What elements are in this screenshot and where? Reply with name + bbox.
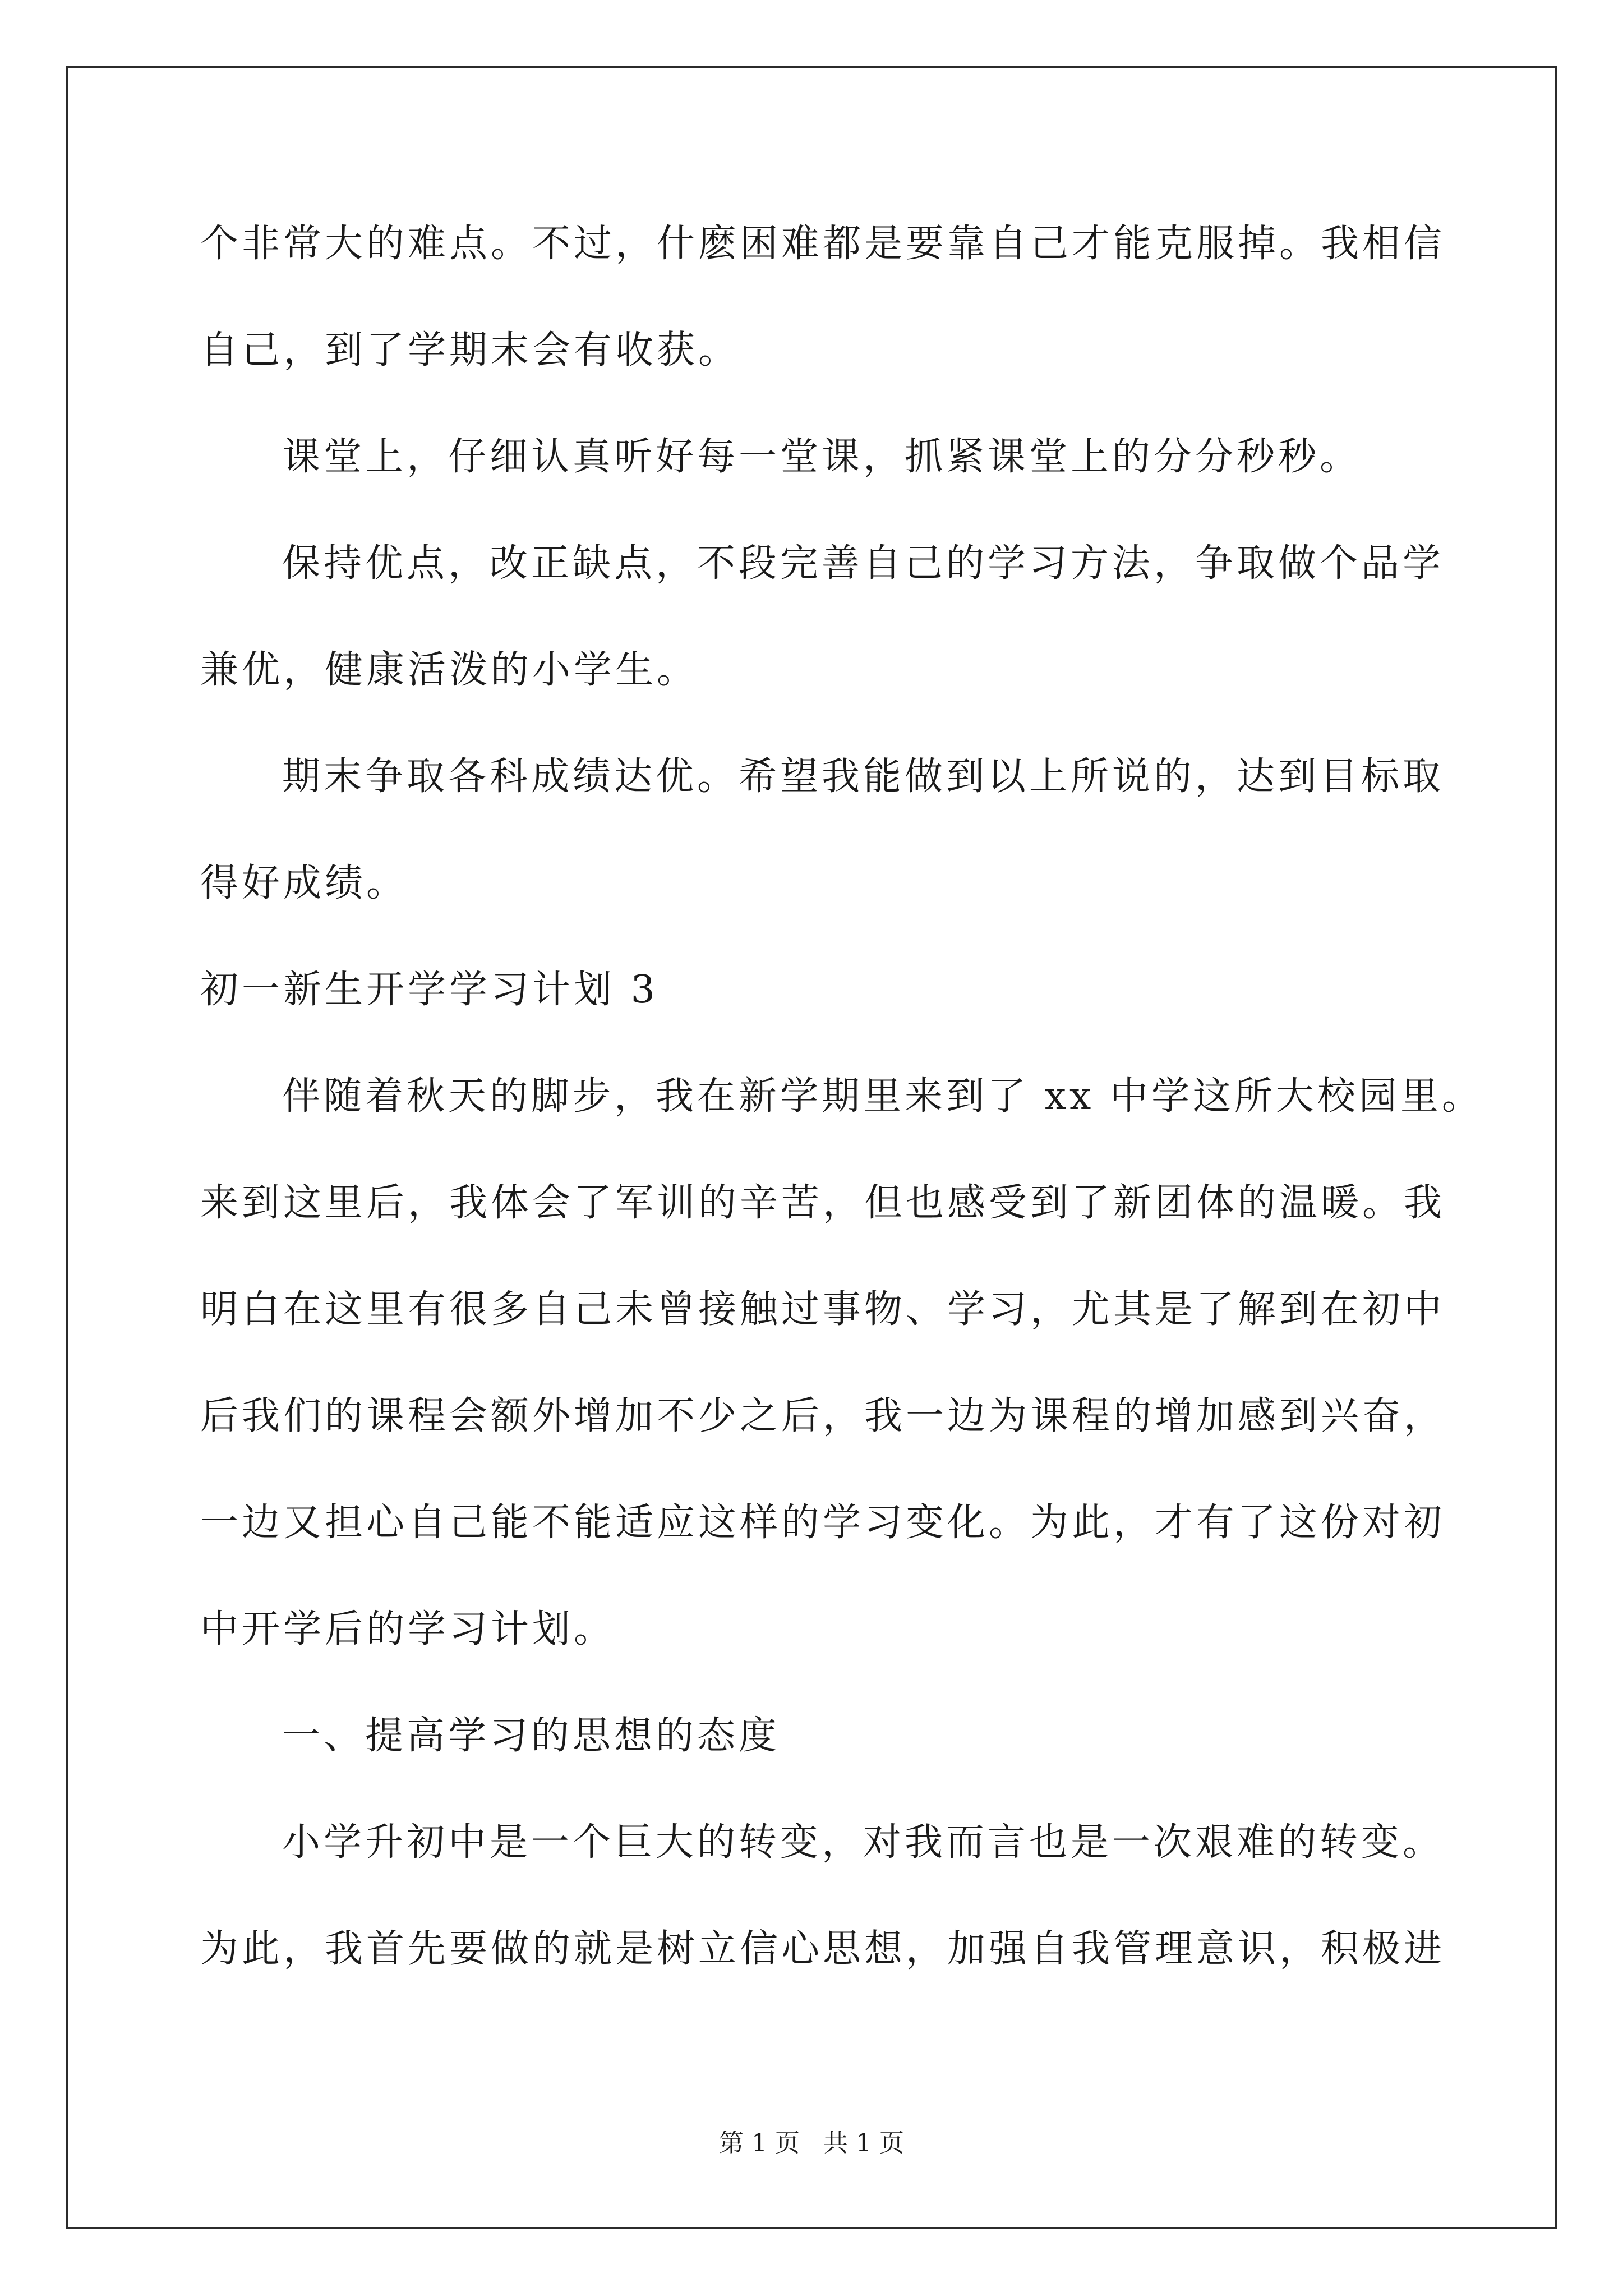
page-footer: 第 1 页 共 1 页 [719, 2129, 904, 2157]
text-line: 伴随着秋天的脚步，我在新学期里来到了 xx 中学这所大校园里。 [282, 1074, 1483, 1119]
text-line: 一边又担心自己能不能适应这样的学习变化。为此，才有了这份对初 [200, 1501, 1446, 1545]
text-line: 后我们的课程会额外增加不少之后，我一边为课程的增加感到兴奋， [200, 1394, 1446, 1438]
text-line: 兼优，健康活泼的小学生。 [200, 648, 699, 692]
text-line: 小学升初中是一个巨大的转变，对我而言也是一次艰难的转变。 [282, 1820, 1445, 1865]
text-line: 自己，到了学期末会有收获。 [200, 328, 740, 372]
page-border [66, 66, 1557, 2229]
text-line: 明白在这里有很多自己未曾接触过事物、学习，尤其是了解到在初中 [200, 1287, 1446, 1332]
text-line: 课堂上，仔细认真听好每一堂课，抓紧课堂上的分分秒秒。 [282, 435, 1362, 479]
text-line: 保持优点，改正缺点，不段完善自己的学习方法，争取做个品学 [282, 541, 1445, 586]
text-line: 为此，我首先要做的就是树立信心思想，加强自我管理意识，积极进 [200, 1927, 1446, 1971]
section-heading: 初一新生开学学习计划 3 [200, 968, 658, 1012]
text-line: 中开学后的学习计划。 [200, 1607, 616, 1651]
subheading: 一、提高学习的思想的态度 [282, 1714, 781, 1758]
text-line: 来到这里后，我体会了军训的辛苦，但也感受到了新团体的温暖。我 [200, 1181, 1446, 1225]
text-line: 个非常大的难点。不过，什麽困难都是要靠自己才能克服掉。我相信 [200, 222, 1446, 266]
text-line: 期末争取各科成绩达优。希望我能做到以上所说的，达到目标取 [282, 754, 1445, 799]
text-line: 得好成绩。 [200, 861, 408, 905]
